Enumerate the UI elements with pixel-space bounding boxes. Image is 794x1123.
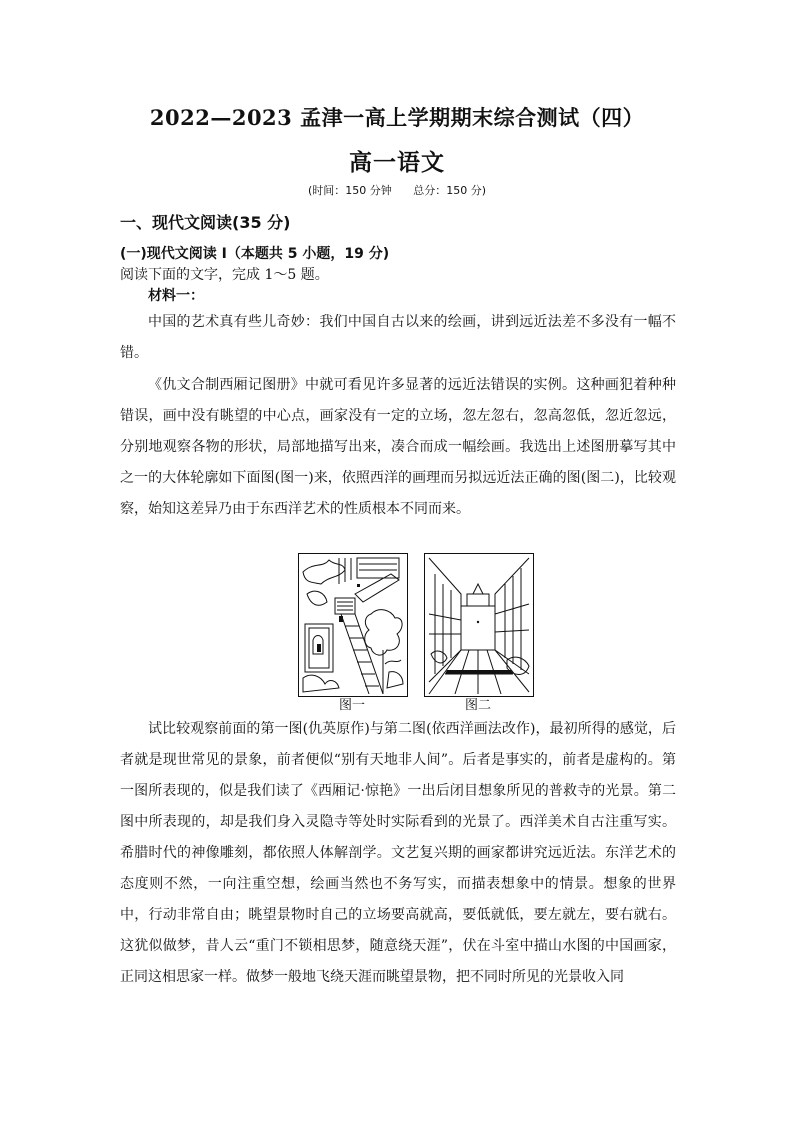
reading-instruction: 阅读下面的文字，完成 1～5 题。 — [120, 267, 329, 283]
traditional-painting-sketch — [299, 554, 407, 696]
paragraph-1: 中国的艺术真有些儿奇妙：我们中国自古以来的绘画，讲到远近法差不多没有一幅不错。 — [120, 314, 676, 361]
figure-2-image — [424, 553, 534, 697]
western-perspective-sketch — [425, 554, 533, 696]
figure-1-caption: 图一 — [338, 698, 365, 713]
figure-1-image — [298, 553, 408, 697]
subject-title: 高一语文 — [349, 149, 445, 176]
exam-time: (时间：150 分钟 — [307, 184, 392, 197]
material-label: 材料一： — [148, 288, 204, 304]
section-heading: 一、现代文阅读(35 分) — [120, 213, 291, 232]
exam-title: 2022—2023 孟津一高上学期期末综合测试（四） — [149, 105, 645, 130]
exam-info — [0, 182, 794, 198]
paragraph-2: 《仇文合制西厢记图册》中就可看见许多显著的远近法错误的实例。这种画犯着种种错误，画中没有眺望的中心点，画家没有一定的立场，忽左忽右，忽高忽低，忽近忽远，分别地观察各物的形状，局部地描写出来，凑合而成一幅绘画。我选出上述图册摹写其中之一的大体轮廓如下面图(图一)来，依照西洋的画理而另拟远近法正确的图(图二)，比较观察，始知这差异乃由于东西洋艺术的性质根本不同而来。 — [120, 377, 676, 517]
paragraph-3: 试比较观察前面的第一图(仇英原作)与第二图(依西洋画法改作)，最初所得的感觉，后者就是现世常见的景象，前者便似“别有天地非人间”。后者是事实的，前者是虚构的。第一图所表现的，似是我们读了《西厢记·惊艳》一出后闭目想象所见的普救寺的光景。第二图中所表现的，却是我们身入灵隐寺等处时实际看到的光景了。西洋美术自古注重写实。希腊时代的神像雕刻，都依照人体解剖学。文艺复兴期的画家都讲究远近法。东洋艺术的态度则不然，一向注重空想，绘画当然也不务写实，而描表想象中的情景。想象的世界中，行动非常自由；眺望景物时自己的立场要高就高，要低就低，要左就左，要右就右。这犹似做梦，昔人云“重门不锁相思梦，随意绕天涯”，伏在斗室中描山水图的中国画家，正同这相思家一样。做梦一般地飞绕天涯而眺望景物，把不同时所见的光景收入同 — [120, 721, 676, 985]
exam-score: 总分：150 分) — [413, 184, 487, 197]
figure-2-caption: 图二 — [464, 698, 491, 713]
section-subheading: (一)现代文阅读 I（本题共 5 小题，19 分) — [120, 246, 390, 262]
